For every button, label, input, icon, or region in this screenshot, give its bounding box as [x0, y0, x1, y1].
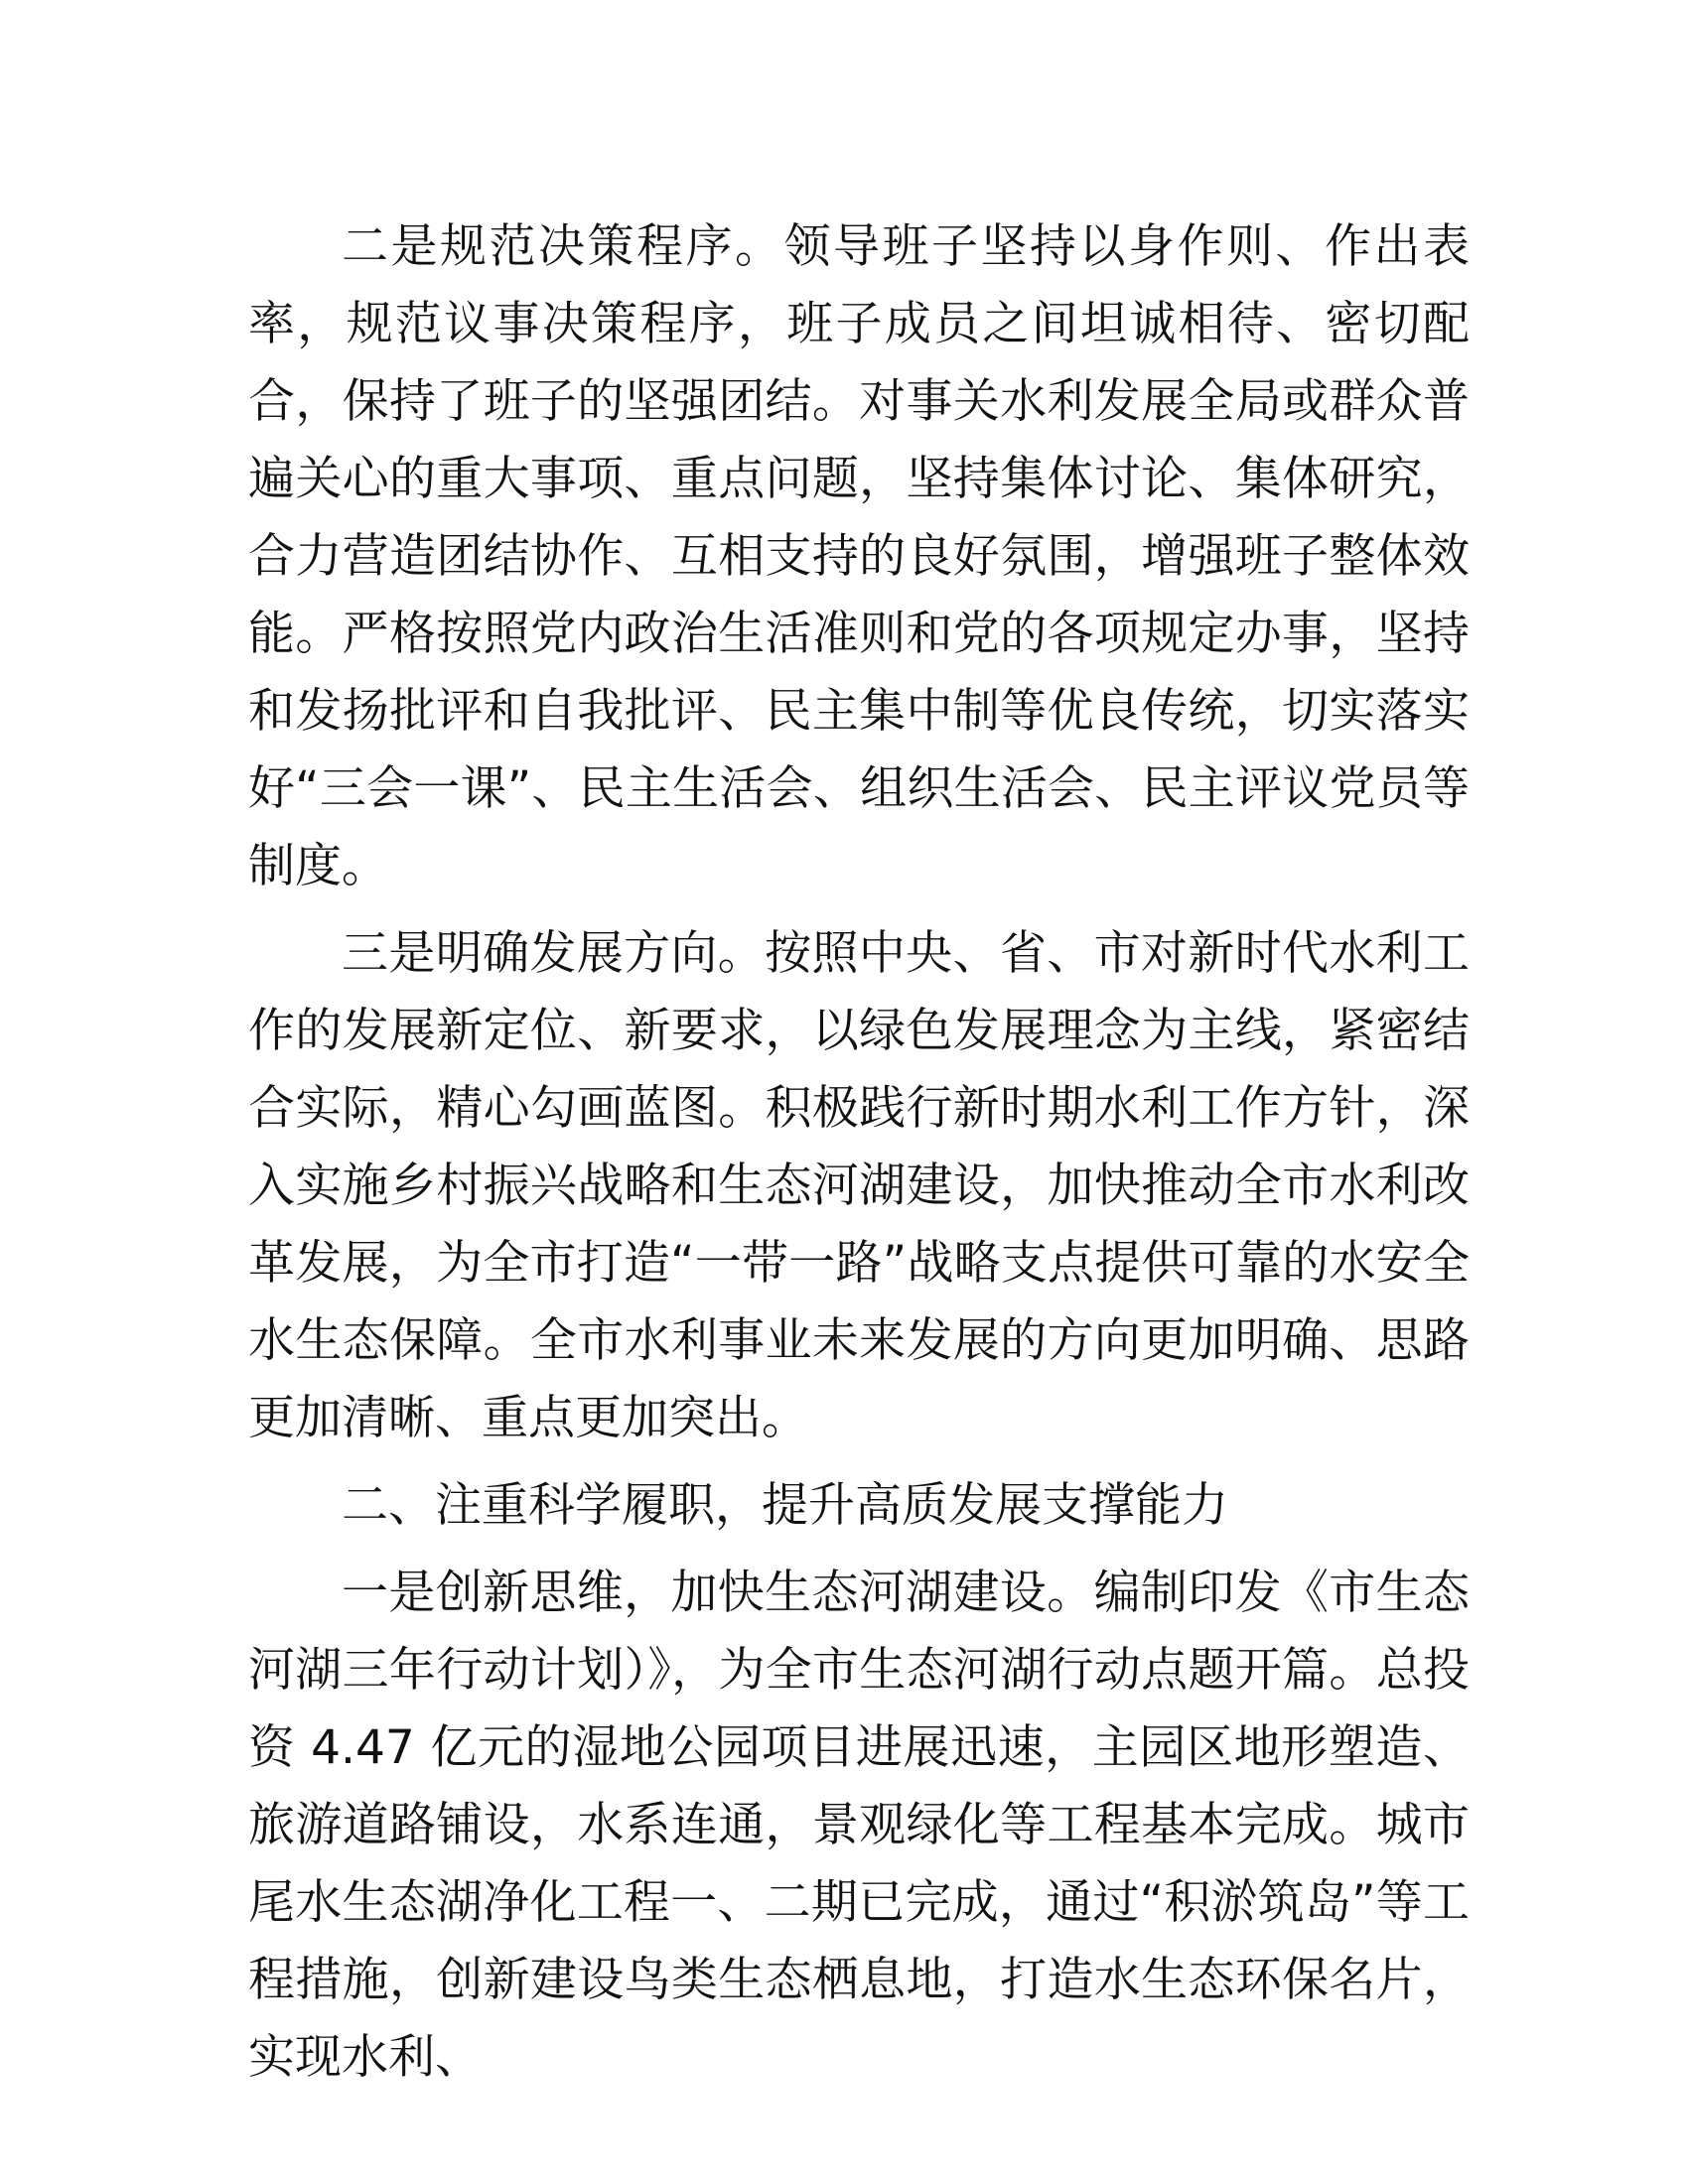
document-body: [248, 208, 1470, 2097]
paragraph-development-direction: 三是明确发展方向。按照中央、省、市对新时代水利工作的发展新定位、新要求，以绿色发展理念为主线，紧密结合实际，精心勾画蓝图。积极践行新时期水利工作方针，深入实施乡村振兴战略和生态河湖建设，加快推动全市水利改革发展，为全市打造“一带一路”战略支点提供可靠的水安全水生态保障。全市水利事业未来发展的方向更加明确、思路更加清晰、重点更加突出。: [248, 926, 1470, 1445]
paragraph-ecological-rivers: 一是创新思维，加快生态河湖建设。编制印发《市生态河湖三年行动计划）》，为全市生态河湖行动点题开篇。总投资 4.47 亿元的湿地公园项目进展迅速，主园区地形塑造、旅游道路铺设，水系连通，景观绿化等工程基本完成。城市尾水生态湖净化工程一、二期已完成，通过“积淤筑岛”等工程措施，创新建设鸟类生态栖息地，打造水生态环保名片，实现水利、: [248, 1566, 1470, 2085]
paragraph-decision-procedure: 二是规范决策程序。领导班子坚持以身作则、作出表率，规范议事决策程序，班子成员之间坦诚相待、密切配合，保持了班子的坚强团结。对事关水利发展全局或群众普遍关心的重大事项、重点问题，坚持集体讨论、集体研究，合力营造团结协作、互相支持的良好氛围，增强班子整体效能。严格按照党内政治生活准则和党的各项规定办事，坚持和发扬批评和自我批评、民主集中制等优良传统，切实落实好“三会一课”、民主生活会、组织生活会、民主评议党员等制度。: [248, 219, 1470, 893]
section-heading: 二、注重科学履职，提升高质发展支撑能力: [342, 1478, 1228, 1533]
